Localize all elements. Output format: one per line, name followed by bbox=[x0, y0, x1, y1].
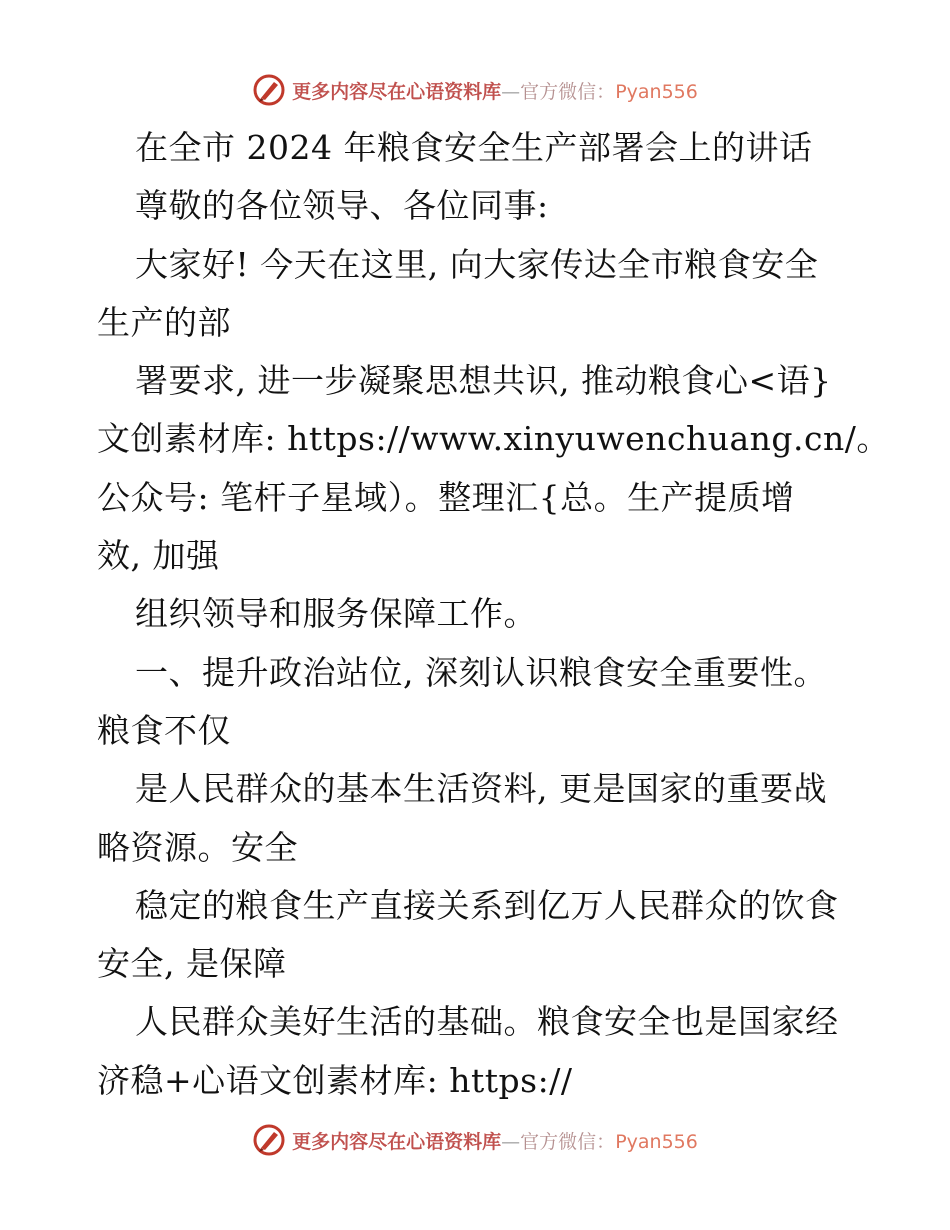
text-line: 效, 加强 bbox=[97, 536, 220, 576]
text-line: 略资源。安全 bbox=[97, 827, 298, 867]
text-line: 署要求, 进一步凝聚思想共识, 推动粮食心<语} bbox=[135, 361, 832, 401]
text-line: 大家好! 今天在这里, 向大家传达全市粮食安全 bbox=[135, 244, 819, 284]
text-line: 济稳+心语文创素材库: https:// bbox=[97, 1060, 573, 1100]
document-title: 在全市 2024 年粮食安全生产部署会上的讲话 bbox=[135, 128, 813, 167]
document-body bbox=[97, 119, 890, 1110]
text-line: 人民群众美好生活的基础。粮食安全也是国家经 bbox=[135, 1002, 839, 1042]
text-line: 粮食不仅 bbox=[97, 710, 231, 750]
text-line: 组织领导和服务保障工作。 bbox=[135, 594, 537, 634]
banner-wechat-label: 官方微信： bbox=[520, 1130, 616, 1153]
banner-wechat-id: Pyan556 bbox=[615, 1130, 698, 1153]
banner-separator: — bbox=[501, 80, 521, 103]
text-line: 一、提升政治站位, 深刻认识粮食安全重要性。 bbox=[135, 652, 827, 692]
banner-separator: — bbox=[501, 1130, 521, 1153]
logo-icon bbox=[252, 1123, 286, 1157]
banner-slogan: 更多内容尽在心语资料库 bbox=[292, 80, 502, 103]
text-line: 是人民群众的基本生活资料, 更是国家的重要战 bbox=[135, 769, 827, 809]
banner-text bbox=[292, 77, 698, 104]
text-line: 尊敬的各位领导、各位同事: bbox=[135, 186, 549, 226]
text-line: 公众号: 笔杆子星域）。整理汇{总。生产提质增 bbox=[97, 477, 795, 517]
banner-text bbox=[292, 1127, 698, 1154]
text-line: 生产的部 bbox=[97, 302, 231, 342]
banner-wechat-label: 官方微信： bbox=[520, 80, 616, 103]
footer-banner bbox=[0, 1118, 950, 1162]
banner-slogan: 更多内容尽在心语资料库 bbox=[292, 1130, 502, 1153]
text-line: 稳定的粮食生产直接关系到亿万人民群众的饮食 bbox=[135, 885, 839, 925]
text-line: 文创素材库: https://www.xinyuwenchuang.cn/。 bbox=[97, 419, 890, 459]
text-line: 安全, 是保障 bbox=[97, 944, 287, 984]
header-banner bbox=[0, 68, 950, 112]
banner-wechat-id: Pyan556 bbox=[615, 80, 698, 103]
logo-icon bbox=[252, 73, 286, 107]
